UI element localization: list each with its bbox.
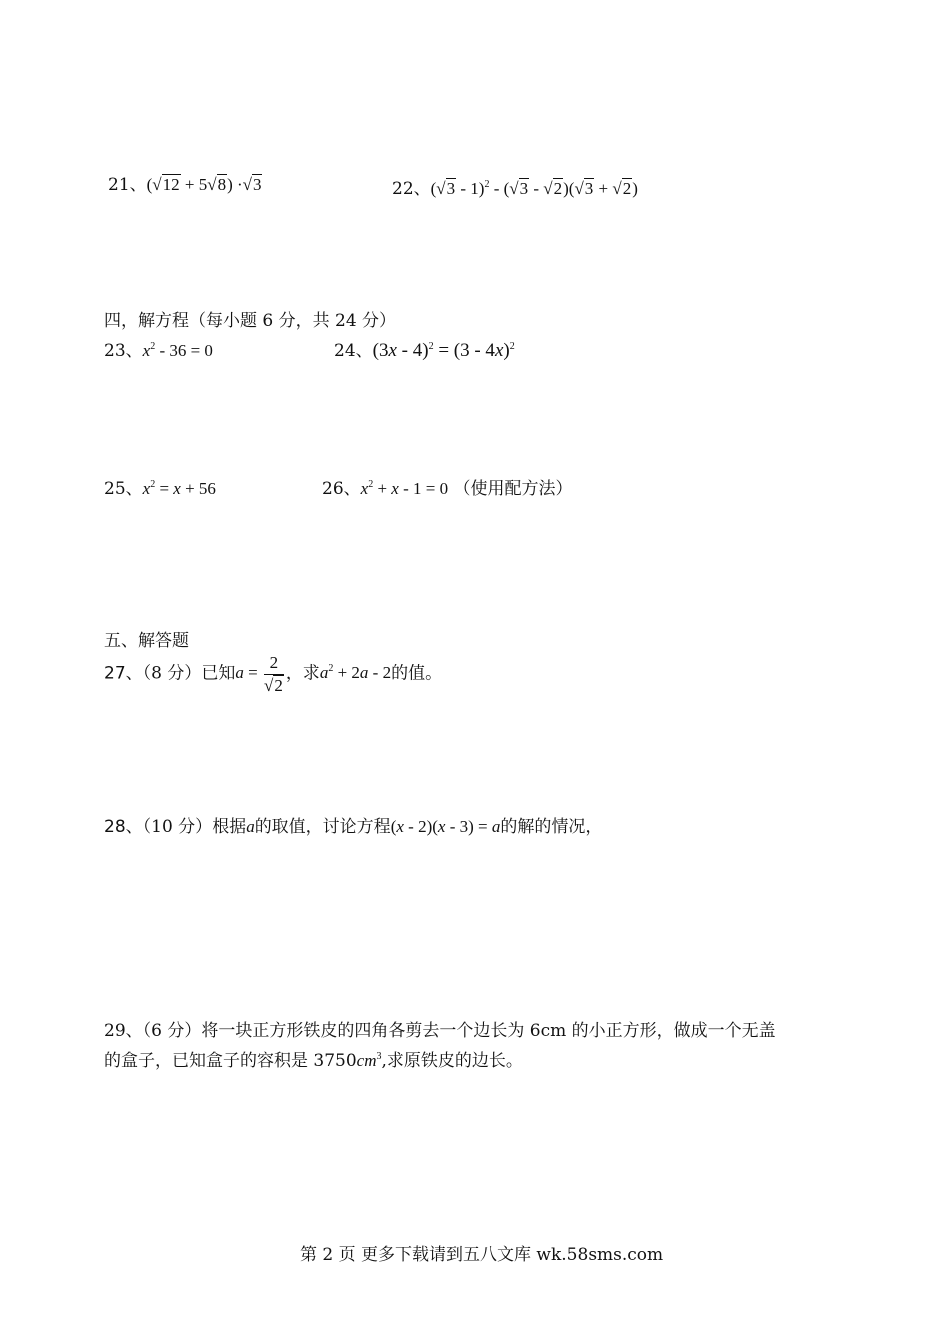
problem-25-equation: $x^2 = x + 56$ — [142, 479, 216, 498]
problem-27-expression: $a^2 + 2a - 2$ — [319, 663, 392, 683]
problem-28-label: 28、 — [104, 817, 143, 837]
problem-25 — [104, 474, 216, 500]
problem-28 — [104, 816, 602, 838]
problem-29-text-2b: ,求原铁皮的边长。 — [381, 1051, 523, 1071]
problem-28-points: （10 分） — [142, 817, 213, 837]
problem-29-text-2a: 的盒子，已知盒子的容积是 3750 — [104, 1051, 357, 1071]
problem-28-text-a: 根据 — [212, 817, 247, 837]
problem-28-text-c: 的解的情况， — [500, 817, 603, 837]
problem-26-note: （使用配方法） — [453, 479, 573, 499]
problem-23-label: 23、 — [104, 341, 143, 361]
page-footer: 第 2 页 更多下载请到五八文库 wk.58sms.com — [300, 1245, 664, 1265]
problem-25-label: 25、 — [104, 479, 143, 499]
problem-22-label: 22、 — [392, 179, 431, 199]
problem-29-label: 29、 — [104, 1021, 143, 1041]
problem-23-equation: $x^2 - 36 = 0$ — [142, 341, 213, 360]
problem-24 — [334, 336, 515, 362]
problem-27-definition: a = $\frac{2}{√2}$ — [235, 653, 283, 695]
problem-27-label: 27、 — [104, 663, 143, 684]
problem-27-text-b: ，求 — [285, 663, 320, 684]
problem-24-label: 24、 — [334, 341, 373, 361]
problem-22 — [392, 174, 638, 200]
problem-29-text-1: （6 分）将一块正方形铁皮的四角各剪去一个边长为 6cm 的小正方形，做成一个无盖 — [142, 1021, 776, 1041]
problem-22-expression: (√3 - 1)$^2$ - (√3 - √2)(√3 + √2) — [430, 179, 638, 198]
section-4-title: 四，解方程（每小题 6 分，共 24 分） — [104, 311, 397, 331]
problem-28-equation: (x - 2)(x - 3) = a — [390, 817, 501, 836]
problem-27-text-c: 的值。 — [391, 663, 443, 684]
problem-21-label: 21、 — [108, 175, 147, 195]
problem-21-expression: (√12 + 5√8) ·√3 — [146, 175, 262, 194]
problem-24-equation: (3x - 4)$^2$ = (3 - 4x)$^2$ — [372, 340, 515, 361]
problem-29-unit: $cm^3$ — [356, 1051, 382, 1070]
section-5-title: 五、解答题 — [104, 631, 189, 651]
problem-26-label: 26、 — [322, 479, 361, 499]
problem-27-points: （8 分） — [142, 663, 202, 684]
problem-21 — [108, 174, 262, 196]
problem-29-line-1 — [104, 1020, 776, 1042]
problem-26 — [322, 474, 572, 500]
problem-27-text-a: 已知 — [201, 663, 236, 684]
problem-27 — [104, 652, 442, 697]
problem-23 — [104, 336, 213, 362]
problem-28-variable: a — [246, 817, 255, 836]
problem-29-line-2 — [104, 1046, 523, 1072]
problem-28-text-b: 的取值，讨论方程 — [254, 817, 391, 837]
problem-26-equation: $x^2 + x - 1 = 0$ — [360, 479, 449, 498]
